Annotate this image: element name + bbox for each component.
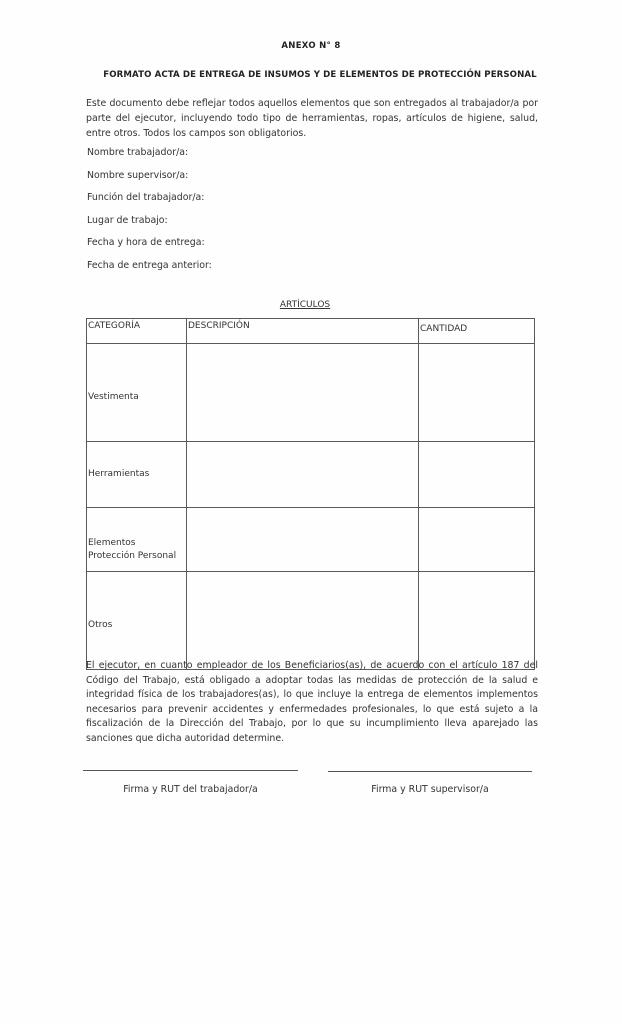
quantity-cell[interactable] xyxy=(419,508,535,572)
field-label: Lugar de trabajo: xyxy=(87,214,168,226)
field-delivery-datetime[interactable] xyxy=(87,235,212,258)
table-row xyxy=(87,344,535,442)
field-label: Función del trabajador/a: xyxy=(87,192,205,203)
description-cell[interactable] xyxy=(187,442,419,508)
quantity-cell[interactable] xyxy=(419,572,535,670)
supervisor-signature-line[interactable] xyxy=(328,771,532,772)
field-label: Fecha y hora de entrega: xyxy=(87,237,205,248)
document-title: FORMATO ACTA DE ENTREGA DE INSUMOS Y DE ELEMENTOS DE PROTECCIÓN PERSONAL xyxy=(103,70,537,80)
annex-title: ANEXO N° 8 xyxy=(281,41,341,51)
articles-heading: ARTÍCULOS xyxy=(279,300,331,310)
quantity-cell[interactable] xyxy=(419,442,535,508)
description-cell[interactable] xyxy=(187,572,419,670)
table-row xyxy=(87,442,535,508)
worker-signature-line[interactable] xyxy=(83,770,298,771)
column-header-category: CATEGORÍA xyxy=(87,319,187,344)
category-cell: Otros xyxy=(87,572,187,670)
category-cell: Elementos Protección Personal xyxy=(87,508,187,572)
legal-paragraph: El ejecutor, en cuanto empleador de los Beneficiarios(as), de acuerdo con el artículo 187 del Código del Trabajo, está obligado a adoptar todas las medidas de protección de la salud e integridad física de los trabajadores(as), lo que incluye la entrega de elementos implementos necesarios para prevenir accidentes y enfermedades profesionales, lo que está sujeto a la fiscalización de la Dirección del Trabajo, por lo que su incumplimiento lleva aparejado las sanciones que dicha autoridad determine. xyxy=(86,660,538,744)
description-cell[interactable] xyxy=(187,344,419,442)
table-row xyxy=(87,508,535,572)
worker-signature-label: Firma y RUT del trabajador/a xyxy=(123,784,258,795)
intro-paragraph: Este documento debe reflejar todos aquellos elementos que son entregados al trabajador/a por parte del ejecutor, incluyendo todo tipo de herramientas, ropas, artículos de higiene, salud, entre otros. Todos los campos son obligatorios. xyxy=(86,98,538,139)
supervisor-signature-label: Firma y RUT supervisor/a xyxy=(371,784,489,795)
table-header-row xyxy=(87,319,535,344)
field-label: Nombre supervisor/a: xyxy=(87,169,189,181)
form-fields xyxy=(87,145,212,280)
field-label: Fecha de entrega anterior: xyxy=(87,259,212,271)
field-supervisor-name[interactable] xyxy=(87,168,212,191)
description-cell[interactable] xyxy=(187,508,419,572)
field-worker-name[interactable] xyxy=(87,145,212,168)
quantity-cell[interactable] xyxy=(419,344,535,442)
field-workplace[interactable] xyxy=(87,213,212,236)
column-header-quantity: CANTIDAD xyxy=(419,319,535,344)
field-previous-delivery-date[interactable] xyxy=(87,258,212,281)
articles-table xyxy=(86,318,535,670)
field-label: Nombre trabajador/a: xyxy=(87,147,189,158)
column-header-description: DESCRIPCIÓN xyxy=(187,319,419,344)
table-row xyxy=(87,572,535,670)
field-worker-function[interactable] xyxy=(87,190,212,213)
category-cell: Herramientas xyxy=(87,442,187,508)
category-cell: Vestimenta xyxy=(87,344,187,442)
